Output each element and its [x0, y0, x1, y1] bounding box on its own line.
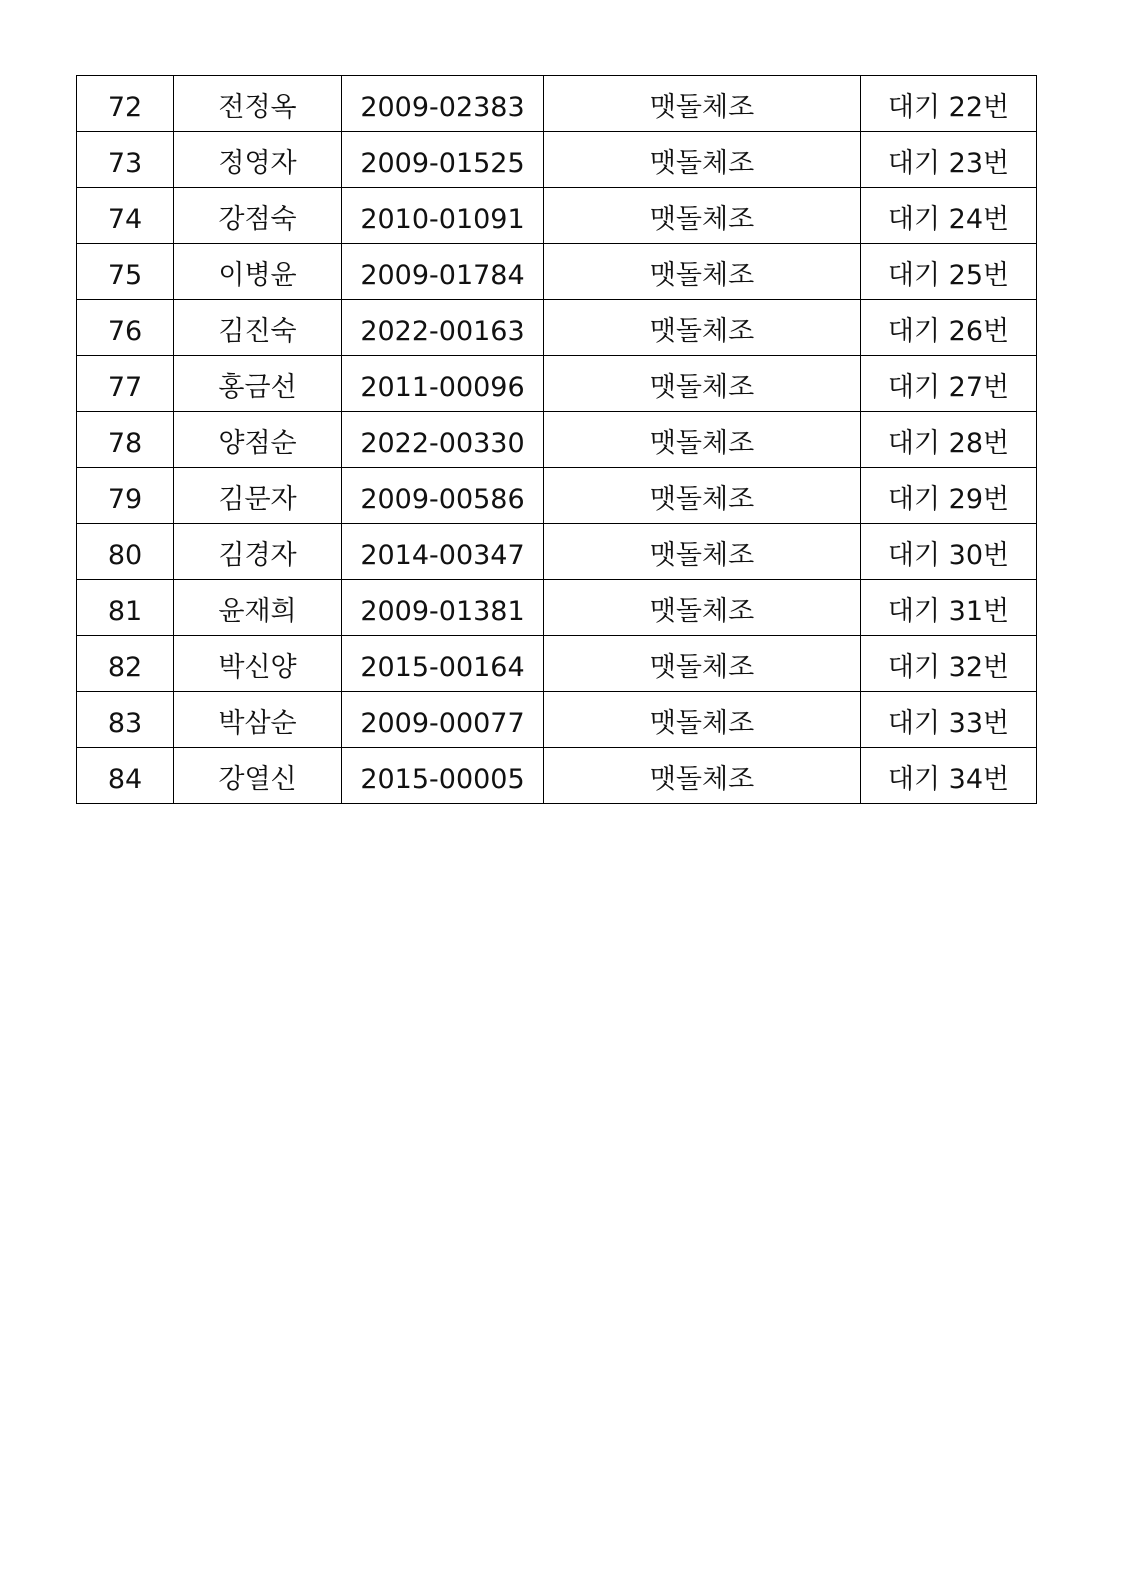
row-number: 75: [107, 259, 143, 291]
member-id-cell: [342, 636, 544, 692]
row-number: 73: [107, 147, 143, 179]
waitlist-status: 대기 34번: [887, 763, 1010, 795]
class-cell: [544, 76, 861, 132]
class-name: 맷돌체조: [649, 315, 755, 347]
class-name: 맷돌체조: [649, 763, 755, 795]
row-number: 76: [107, 315, 143, 347]
waitlist-status: 대기 26번: [887, 315, 1010, 347]
status-cell: [861, 76, 1037, 132]
member-id-cell: [342, 76, 544, 132]
member-id-cell: [342, 300, 544, 356]
member-id-cell: [342, 692, 544, 748]
class-cell: [544, 412, 861, 468]
class-cell: [544, 244, 861, 300]
name-cell: [174, 188, 342, 244]
member-id: 2015-00005: [360, 763, 525, 795]
name-cell: [174, 76, 342, 132]
row-number-cell: [77, 244, 174, 300]
row-number-cell: [77, 468, 174, 524]
member-name: 김문자: [218, 483, 297, 515]
name-cell: [174, 244, 342, 300]
waitlist-status: 대기 22번: [887, 91, 1010, 123]
table-row: [77, 300, 1037, 356]
row-number-cell: [77, 300, 174, 356]
waitlist-status: 대기 32번: [887, 651, 1010, 683]
member-id: 2009-02383: [360, 91, 525, 123]
row-number-cell: [77, 636, 174, 692]
waitlist-status: 대기 28번: [887, 427, 1010, 459]
class-name: 맷돌체조: [649, 259, 755, 291]
class-name: 맷돌체조: [649, 595, 755, 627]
waitlist-table: [76, 75, 1037, 804]
class-name: 맷돌체조: [649, 651, 755, 683]
waitlist-table-body: [77, 76, 1037, 804]
name-cell: [174, 524, 342, 580]
table-row: [77, 524, 1037, 580]
waitlist-status: 대기 30번: [887, 539, 1010, 571]
member-id: 2015-00164: [360, 651, 525, 683]
class-name: 맷돌체조: [649, 483, 755, 515]
name-cell: [174, 300, 342, 356]
member-id: 2011-00096: [360, 371, 525, 403]
member-id: 2022-00163: [360, 315, 525, 347]
waitlist-status: 대기 23번: [887, 147, 1010, 179]
row-number: 79: [107, 483, 143, 515]
member-id: 2009-00077: [360, 707, 525, 739]
table-row: [77, 356, 1037, 412]
row-number-cell: [77, 412, 174, 468]
status-cell: [861, 412, 1037, 468]
member-id-cell: [342, 524, 544, 580]
row-number-cell: [77, 356, 174, 412]
table-row: [77, 132, 1037, 188]
waitlist-status: 대기 25번: [887, 259, 1010, 291]
row-number: 82: [107, 651, 143, 683]
member-id: 2022-00330: [360, 427, 525, 459]
row-number: 81: [107, 595, 143, 627]
class-cell: [544, 524, 861, 580]
status-cell: [861, 132, 1037, 188]
class-name: 맷돌체조: [649, 539, 755, 571]
status-cell: [861, 748, 1037, 804]
class-name: 맷돌체조: [649, 203, 755, 235]
class-cell: [544, 580, 861, 636]
waitlist-status: 대기 24번: [887, 203, 1010, 235]
member-name: 정영자: [218, 147, 297, 179]
member-id: 2009-01381: [360, 595, 525, 627]
class-cell: [544, 188, 861, 244]
member-name: 윤재희: [218, 595, 297, 627]
member-name: 전정옥: [218, 91, 297, 123]
member-name: 박신양: [218, 651, 297, 683]
row-number: 74: [107, 203, 143, 235]
member-name: 김진숙: [218, 315, 297, 347]
member-id: 2009-00586: [360, 483, 525, 515]
status-cell: [861, 524, 1037, 580]
waitlist-status: 대기 33번: [887, 707, 1010, 739]
name-cell: [174, 132, 342, 188]
member-id: 2010-01091: [360, 203, 525, 235]
member-name: 강열신: [218, 763, 297, 795]
class-cell: [544, 132, 861, 188]
name-cell: [174, 356, 342, 412]
row-number: 78: [107, 427, 143, 459]
name-cell: [174, 412, 342, 468]
waitlist-status: 대기 31번: [887, 595, 1010, 627]
row-number-cell: [77, 76, 174, 132]
row-number: 80: [107, 539, 143, 571]
status-cell: [861, 300, 1037, 356]
member-id-cell: [342, 580, 544, 636]
class-name: 맷돌체조: [649, 707, 755, 739]
member-name: 홍금선: [218, 371, 297, 403]
waitlist-status: 대기 27번: [887, 371, 1010, 403]
row-number-cell: [77, 524, 174, 580]
class-name: 맷돌체조: [649, 147, 755, 179]
status-cell: [861, 580, 1037, 636]
row-number: 72: [107, 91, 143, 123]
name-cell: [174, 692, 342, 748]
status-cell: [861, 468, 1037, 524]
class-cell: [544, 692, 861, 748]
member-id-cell: [342, 412, 544, 468]
table-row: [77, 748, 1037, 804]
row-number-cell: [77, 132, 174, 188]
member-id: 2009-01784: [360, 259, 525, 291]
name-cell: [174, 748, 342, 804]
class-cell: [544, 356, 861, 412]
status-cell: [861, 636, 1037, 692]
status-cell: [861, 188, 1037, 244]
member-name: 이병윤: [218, 259, 297, 291]
row-number: 84: [107, 763, 143, 795]
class-name: 맷돌체조: [649, 427, 755, 459]
class-name: 맷돌체조: [649, 371, 755, 403]
row-number: 83: [107, 707, 143, 739]
member-id-cell: [342, 244, 544, 300]
member-id-cell: [342, 748, 544, 804]
row-number-cell: [77, 188, 174, 244]
table-row: [77, 580, 1037, 636]
class-cell: [544, 300, 861, 356]
name-cell: [174, 580, 342, 636]
member-id: 2014-00347: [360, 539, 525, 571]
table-row: [77, 412, 1037, 468]
class-cell: [544, 636, 861, 692]
row-number-cell: [77, 748, 174, 804]
member-id-cell: [342, 356, 544, 412]
row-number: 77: [107, 371, 143, 403]
member-name: 박삼순: [218, 707, 297, 739]
member-id-cell: [342, 468, 544, 524]
status-cell: [861, 244, 1037, 300]
member-id-cell: [342, 188, 544, 244]
member-id: 2009-01525: [360, 147, 525, 179]
waitlist-status: 대기 29번: [887, 483, 1010, 515]
status-cell: [861, 692, 1037, 748]
table-row: [77, 244, 1037, 300]
table-row: [77, 468, 1037, 524]
class-cell: [544, 748, 861, 804]
table-row: [77, 76, 1037, 132]
table-row: [77, 692, 1037, 748]
member-name: 강점숙: [218, 203, 297, 235]
member-name: 김경자: [218, 539, 297, 571]
member-id-cell: [342, 132, 544, 188]
table-row: [77, 636, 1037, 692]
name-cell: [174, 468, 342, 524]
class-name: 맷돌체조: [649, 91, 755, 123]
status-cell: [861, 356, 1037, 412]
row-number-cell: [77, 580, 174, 636]
member-name: 양점순: [218, 427, 297, 459]
name-cell: [174, 636, 342, 692]
class-cell: [544, 468, 861, 524]
table-row: [77, 188, 1037, 244]
row-number-cell: [77, 692, 174, 748]
